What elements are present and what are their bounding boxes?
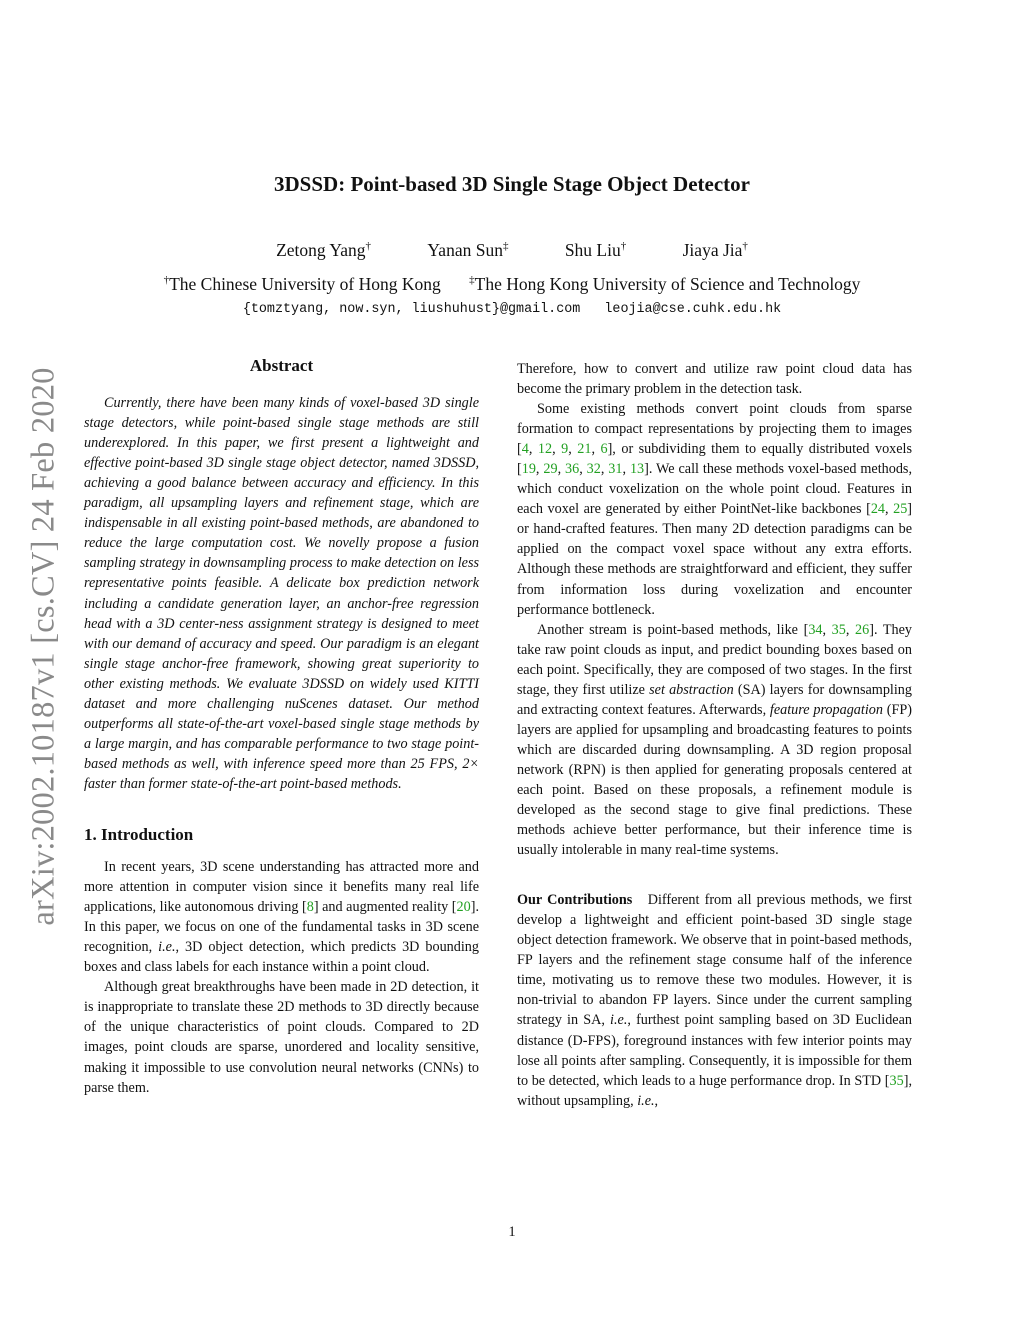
- citation-link[interactable]: 26: [855, 621, 870, 638]
- introduction-heading: 1. Introduction: [84, 824, 194, 844]
- left-column: [84, 356, 479, 1098]
- page-number: 1: [508, 1224, 516, 1240]
- affiliation-list: [0, 274, 1024, 295]
- citation-link[interactable]: 6: [600, 441, 608, 458]
- citation-link[interactable]: 25: [893, 501, 908, 518]
- affiliation: ‡The Hong Kong University of Science and Technology: [469, 274, 861, 294]
- citation-link[interactable]: 9: [561, 441, 569, 458]
- abstract-heading: Abstract: [249, 356, 314, 375]
- email-list: [0, 302, 1024, 317]
- citation-link[interactable]: 31: [608, 461, 623, 478]
- citation-link[interactable]: 8: [306, 899, 314, 916]
- citation-link[interactable]: 29: [543, 461, 558, 478]
- citation-link[interactable]: 24: [870, 501, 885, 518]
- contributions-paragraph: Our Contributions Different from all previous methods, we first develop a lightweight and efficient point-based 3D single stage object detection framework. We observe that in point-based methods, FP layers and the refinement stage consume half of the inference time, motivating us to remove these two modules. However, it is non-trivial to abandon FP layers. Since under the current sampling strategy in SA, i.e., furthest point sampling based on 3D Euclidean distance (D-FPS), foreground instances with few interior points may lose all points after sampling. Consequently, it is impossible for them to be detected, which leads to a huge performance drop. In STD [35], without upsampling, i.e.,: [517, 892, 912, 1109]
- arxiv-stamp-text: arXiv:2002.10187v1 [cs.CV] 24 Feb 2020: [25, 366, 62, 926]
- voxel-methods-paragraph: Some existing methods convert point clouds from sparse formation to compact representations by projecting them to images [4, 12, 9, 21, 6], or subdividing them to equally distributed voxels [19, 29, 36, 32, 31, 13]. We call these methods voxel-based methods, which conduct voxelization on the whole point cloud. Features in each voxel are generated by either PointNet-like backbones [24, 25] or hand-crafted features. Then many 2D detection paradigms can be applied on the compact voxel space without any extra efforts. Although these methods are straightforward and efficient, they suffer from information loss during voxelization and encounter performance bottleneck.: [517, 401, 913, 618]
- citation-link[interactable]: 35: [889, 1072, 904, 1089]
- citation-link[interactable]: 32: [586, 461, 601, 478]
- author: Shu Liu†: [564, 240, 627, 260]
- author: Yanan Sun‡: [427, 240, 509, 260]
- abstract-text: Currently, there have been many kinds of voxel-based 3D single stage detectors, while point-based single stage methods are still underexplored. In this paper, we first present a lightweight and effective point-based 3D single stage object detector, named 3DSSD, achieving a good balance between accuracy and efficiency. In this paradigm, all upsampling layers and refinement stage, which are indispensable in all existing point-based methods, are abandoned to reduce the large computation cost. We novelly propose a fusion sampling strategy in downsampling process to make detection on less representative points feasible. A delicate box prediction network including a candidate generation layer, an anchor-free regression head with a 3D center-ness assignment strategy is designed to meet with our demand of accuracy and speed. Our paradigm is an elegant single stage anchor-free framework, showing great superiority to other existing methods. We evaluate 3DSSD on widely used KITTI dataset and more challenging nuScenes dataset. Our method outperforms all state-of-the-art voxel-based single stage methods by a large margin, and has comparable performance to two stage point-based methods as well, with inference speed more than 25 FPS, 2× faster than former state-of-the-art point-based methods.: [84, 395, 479, 792]
- arxiv-identifier-stamp: [21, 352, 67, 940]
- contributions-heading: Our Contributions: [517, 892, 633, 909]
- right-column: [517, 359, 912, 1111]
- author: Jiaya Jia†: [682, 240, 748, 260]
- citation-link[interactable]: 12: [537, 441, 553, 458]
- citation-link[interactable]: 20: [456, 899, 471, 916]
- continued-paragraph: Therefore, how to convert and utilize raw point cloud data has become the primary problem in the detection task.: [517, 361, 912, 398]
- citation-link[interactable]: 21: [577, 441, 592, 458]
- intro-paragraph-1: In recent years, 3D scene understanding has attracted more and more attention in computer vision since it benefits many real life applications, like autonomous driving [8] and augmented reality [20]. In this paper, we focus on one of the fundamental tasks in 3D scene recognition, i.e., 3D object detection, which predicts 3D bounding boxes and class labels for each instance within a point cloud.: [84, 859, 479, 976]
- citation-link[interactable]: 35: [831, 621, 846, 638]
- affiliation: †The Chinese University of Hong Kong: [163, 274, 441, 294]
- citation-link[interactable]: 34: [808, 621, 823, 638]
- point-methods-paragraph: Another stream is point-based methods, like [34, 35, 26]. They take raw point clouds as input, and predict bounding boxes based on each point. Specifically, they are composed of two stages. In the first stage, they first utilize set abstraction (SA) layers for downsampling and extracting context features. Afterwards, feature propagation (FP) layers are applied for upsampling and broadcasting features to points which are discarded during downsampling. A 3D region proposal network (RPN) is then applied for generating proposals centered at each point. Based on these proposals, a refinement module is developed as the second stage to give final predictions. These methods achieve better performance, but their inference time is usually intolerable in many real-time systems.: [517, 621, 913, 859]
- email: {tomztyang, now.syn, liushuhust}@gmail.com: [242, 302, 581, 317]
- author-list: [0, 240, 1024, 261]
- citation-link[interactable]: 36: [565, 461, 580, 478]
- citation-link[interactable]: 13: [629, 461, 645, 478]
- paper-title: 3DSSD: Point-based 3D Single Stage Object Detector: [274, 172, 750, 196]
- citation-link[interactable]: 19: [521, 461, 536, 478]
- author: Zetong Yang†: [276, 240, 372, 260]
- citation-link[interactable]: 4: [521, 441, 529, 458]
- email: leojia@cse.cuhk.edu.hk: [604, 302, 782, 317]
- intro-paragraph-2: Although great breakthroughs have been made in 2D detection, it is inappropriate to translate these 2D methods to 3D directly because of the unique characteristics of point clouds. Compared to 2D images, point clouds are sparse, unordered and locality sensitive, making it impossible to use convolution neural networks (CNNs) to parse them.: [84, 979, 479, 1096]
